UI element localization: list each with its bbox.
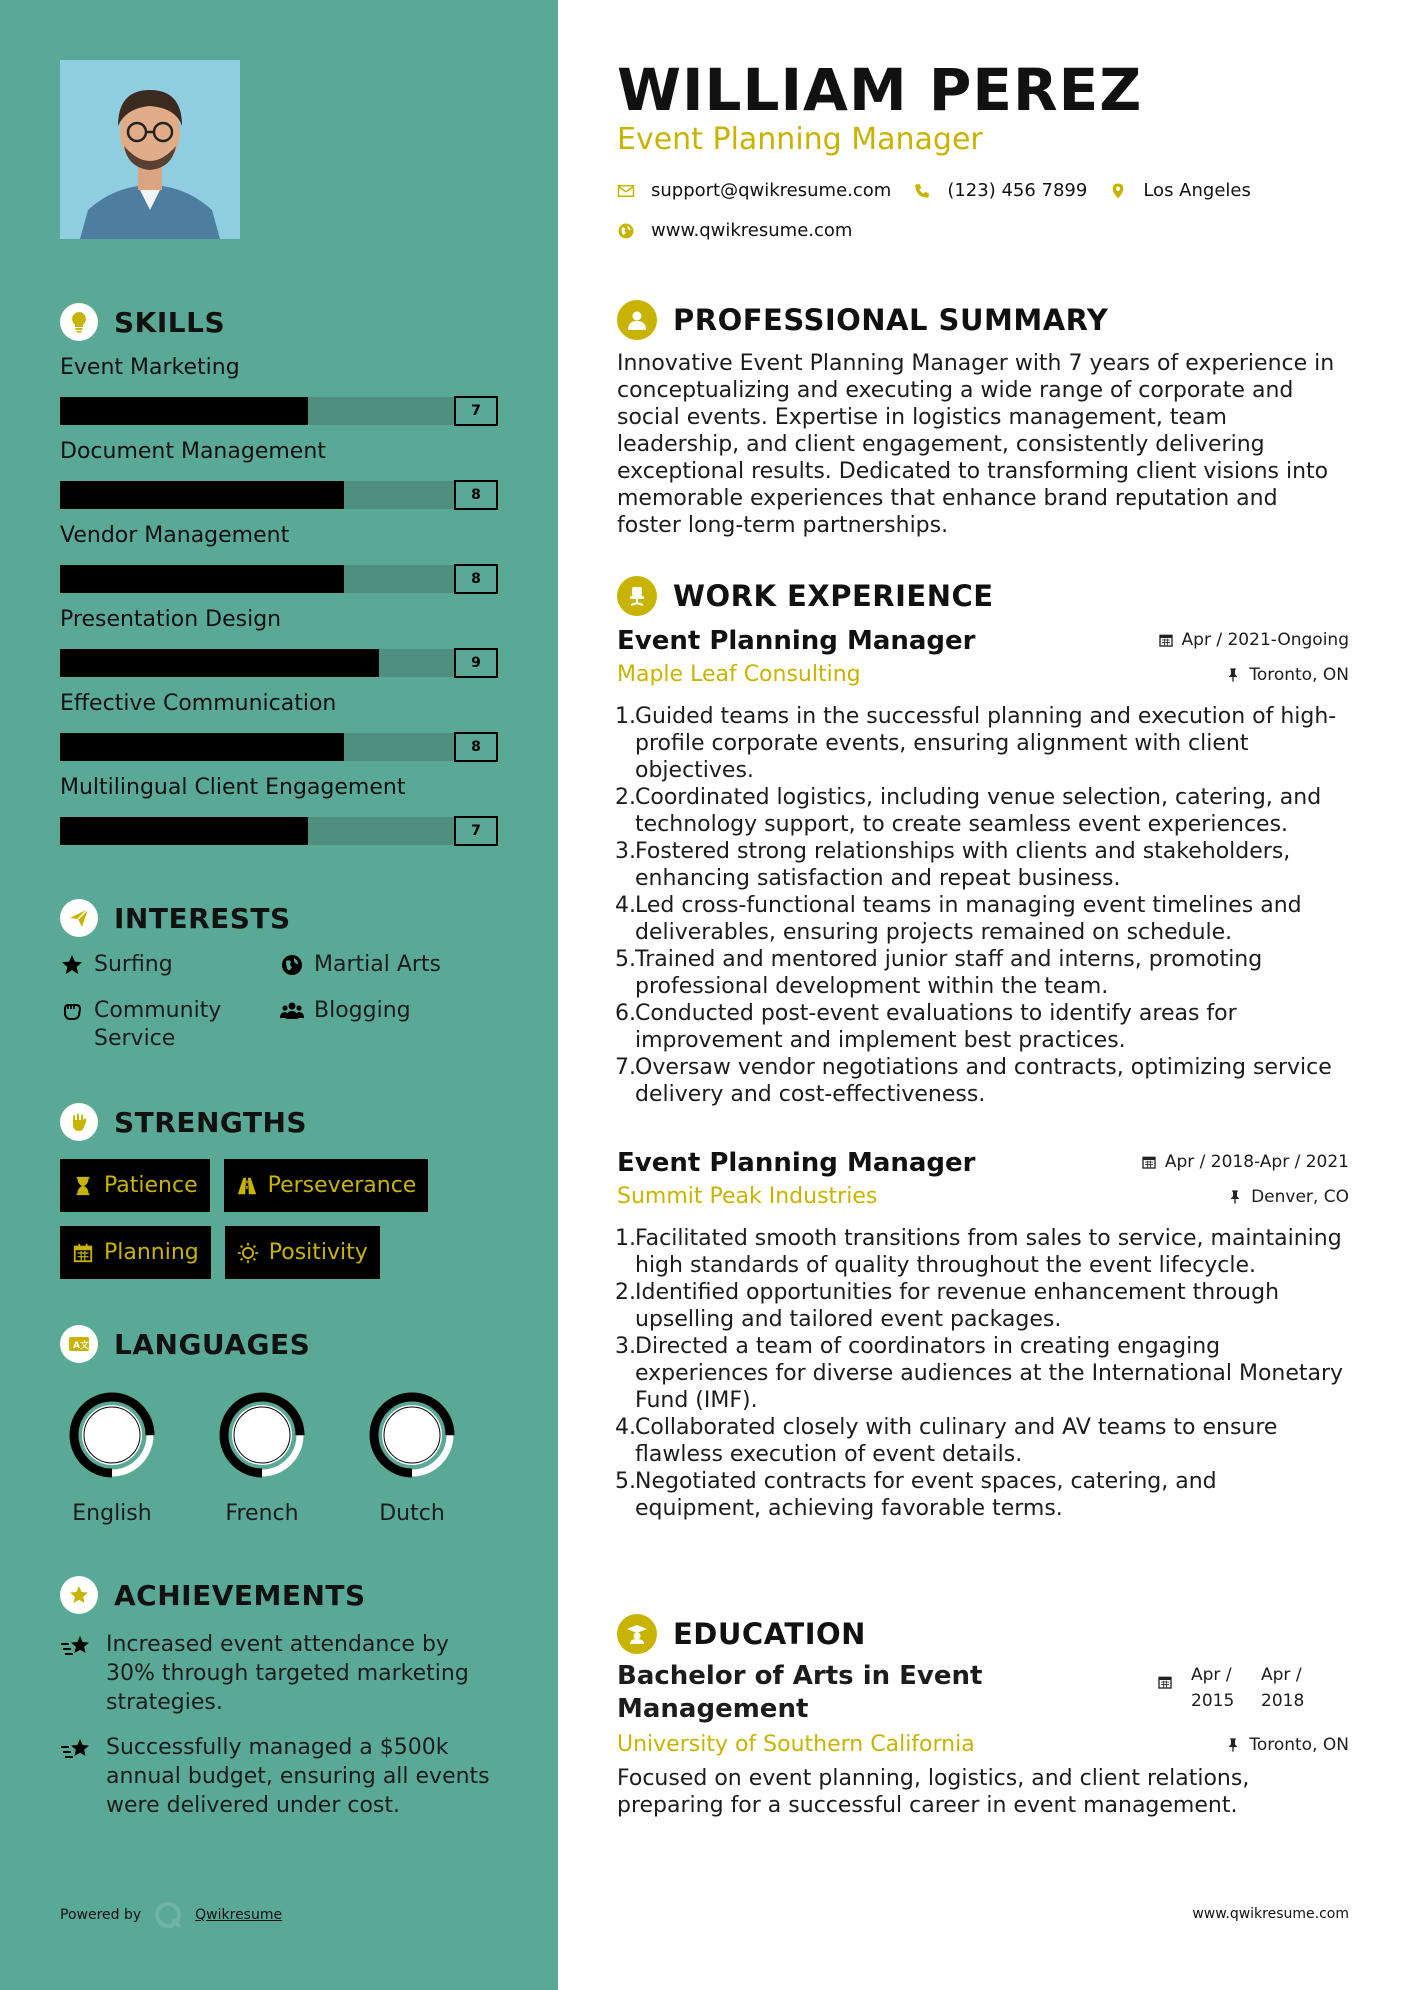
- skill-level: 9: [454, 648, 498, 678]
- duty-item: Facilitated smooth transitions from sales to service, maintaining high standards of quality throughout the event lifecycle.: [635, 1226, 1342, 1278]
- strength-label: Patience: [104, 1173, 198, 1198]
- skill-fill: [60, 565, 344, 593]
- candidate-name: WILLIAM PEREZ: [617, 56, 1143, 124]
- skill-level: 7: [454, 396, 498, 426]
- language-ring: [366, 1389, 458, 1481]
- languages-heading: LANGUAGES: [114, 1327, 311, 1361]
- education-header: [617, 1614, 866, 1654]
- duty-item: Identified opportunities for revenue enhancement through upselling and tailored event packages.: [635, 1280, 1280, 1332]
- calendar-icon: [1158, 632, 1174, 648]
- duty-item: Trained and mentored junior staff and interns, promoting professional development within the team.: [635, 947, 1263, 999]
- language-name: Dutch: [379, 1501, 445, 1526]
- interest-item: [60, 997, 280, 1053]
- duty-item: Negotiated contracts for event spaces, catering, and equipment, achieving favorable terms.: [635, 1469, 1217, 1521]
- duty-item: Fostered strong relationships with clients and stakeholders, enhancing satisfaction and repeat business.: [635, 839, 1291, 891]
- contact-row: [617, 180, 1273, 201]
- website-contact[interactable]: [617, 220, 852, 241]
- globe-icon: [280, 953, 304, 977]
- company-name: Summit Peak Industries: [617, 1184, 878, 1209]
- skill-name: Document Management: [60, 439, 326, 464]
- skills-section: [60, 303, 498, 845]
- skill-item: [60, 775, 498, 845]
- experience-header: [617, 576, 994, 616]
- job-entry: [617, 1148, 1349, 1522]
- interests-section: [60, 899, 498, 1053]
- duty-item: Oversaw vendor negotiations and contracts, optimizing service delivery and cost-effectiveness.: [635, 1055, 1332, 1107]
- education-heading: EDUCATION: [673, 1617, 866, 1651]
- summary-header: [617, 300, 1108, 340]
- skill-level: 8: [454, 564, 498, 594]
- skill-level: 7: [454, 816, 498, 846]
- location-contact: [1109, 180, 1251, 201]
- job-location: [1227, 1187, 1349, 1207]
- skill-bar: [60, 733, 498, 761]
- skill-name: Event Marketing: [60, 355, 240, 380]
- language-name: English: [72, 1501, 152, 1526]
- achievement-item: [60, 1630, 498, 1717]
- duties-list: [617, 703, 1349, 1108]
- education-end: Apr / 2018: [1261, 1665, 1305, 1711]
- job-location-text: Toronto, ON: [1249, 664, 1349, 685]
- hourglass-icon: [72, 1175, 94, 1197]
- shooting-star-icon: [60, 1632, 94, 1662]
- interest-label: Community Service: [94, 998, 222, 1051]
- skill-item: [60, 355, 498, 425]
- strength-label: Planning: [104, 1240, 199, 1265]
- education-location-text: Toronto, ON: [1249, 1734, 1349, 1755]
- job-location-text: Denver, CO: [1251, 1186, 1349, 1207]
- language-item: [366, 1389, 458, 1526]
- achievements-heading: ACHIEVEMENTS: [114, 1578, 366, 1612]
- strengths-section: [60, 1103, 498, 1279]
- language-item: [216, 1389, 308, 1526]
- strength-badge: [60, 1226, 211, 1279]
- star-icon: [60, 953, 84, 977]
- duty-item: Directed a team of coordinators in creating engaging experiences for diverse audiences at the International Monetary Fund (IMF).: [635, 1334, 1344, 1413]
- interest-label: Martial Arts: [314, 952, 442, 977]
- website-row: [617, 220, 874, 241]
- strength-badge: [224, 1159, 429, 1212]
- shooting-star-icon: [60, 1735, 94, 1765]
- interest-label: Blogging: [314, 998, 411, 1023]
- candidate-title: Event Planning Manager: [617, 122, 983, 157]
- job-entry: [617, 626, 1349, 1108]
- interest-item: [60, 951, 280, 979]
- skill-fill: [60, 397, 308, 425]
- summary-text: Innovative Event Planning Manager with 7 years of experience in conceptualizing and executing a wide range of corporate and social events. Expertise in logistics management, team leadership, and client engagement, consistently delivering exceptional results. Dedicated to transforming client visions into memorable experiences that enhance brand reputation and foster long-term partnerships.: [617, 351, 1335, 538]
- pushpin-icon: [1225, 667, 1241, 683]
- duty-item: Led cross-functional teams in managing event timelines and deliverables, ensuring projects remained on schedule.: [635, 893, 1302, 945]
- company-name: Maple Leaf Consulting: [617, 662, 861, 687]
- sun-icon: [237, 1242, 259, 1264]
- users-icon: [280, 999, 304, 1023]
- skill-bar: [60, 481, 498, 509]
- powered-by-label: Powered by: [60, 1907, 142, 1923]
- envelope-icon: [617, 182, 635, 200]
- education-location: [1225, 1735, 1349, 1755]
- fist-icon: [60, 1103, 98, 1141]
- svg-text:A: A: [73, 1341, 80, 1351]
- trophy-star-icon: [60, 1576, 98, 1614]
- job-dates-text: Apr / 2021-Ongoing: [1181, 630, 1349, 650]
- skill-bar: [60, 649, 498, 677]
- job-dates-text: Apr / 2018-Apr / 2021: [1164, 1152, 1349, 1172]
- strength-label: Positivity: [268, 1240, 368, 1265]
- strengths-heading: STRENGTHS: [114, 1105, 308, 1139]
- pushpin-icon: [1227, 1189, 1243, 1205]
- skill-fill: [60, 649, 379, 677]
- skill-item: [60, 607, 498, 677]
- achievements-section: [60, 1576, 498, 1820]
- qwikresume-logo-icon: [153, 1900, 183, 1930]
- skill-fill: [60, 817, 308, 845]
- skill-name: Effective Communication: [60, 691, 337, 716]
- office-chair-icon: [617, 576, 657, 616]
- duties-list: [617, 1225, 1349, 1522]
- footer-url[interactable]: www.qwikresume.com: [1192, 1906, 1349, 1922]
- sidebar: [0, 0, 558, 1990]
- location-text: Los Angeles: [1143, 180, 1251, 201]
- achievement-text: Successfully managed a $500k annual budget, ensuring all events were delivered under cost.: [106, 1735, 490, 1818]
- pushpin-icon: [1225, 1737, 1241, 1753]
- job-dates: [1141, 1152, 1349, 1172]
- education-dates: [1157, 1662, 1313, 1726]
- calendar-icon: [1157, 1674, 1173, 1690]
- phone-text: (123) 456 7899: [947, 180, 1088, 201]
- skill-item: [60, 523, 498, 593]
- calendar-icon: [72, 1242, 94, 1264]
- language-item: [66, 1389, 158, 1526]
- duty-item: Coordinated logistics, including venue selection, catering, and technology support, to create seamless event experiences.: [635, 785, 1322, 837]
- skill-item: [60, 691, 498, 761]
- phone-contact[interactable]: [913, 180, 1087, 201]
- skill-level: 8: [454, 732, 498, 762]
- skill-bar: [60, 397, 498, 425]
- graduate-icon: [617, 1614, 657, 1654]
- degree-title: Bachelor of Arts in Event Management: [617, 1661, 983, 1724]
- interest-item: [280, 951, 498, 979]
- hand-icon: [60, 999, 84, 1023]
- language-ring: [66, 1389, 158, 1481]
- profile-photo: [60, 60, 240, 239]
- powered-by: [60, 1900, 282, 1930]
- skill-bar: [60, 817, 498, 845]
- job-role: Event Planning Manager: [617, 1148, 976, 1178]
- skills-heading: SKILLS: [114, 305, 226, 339]
- globe-icon: [617, 222, 635, 240]
- interests-heading: INTERESTS: [114, 901, 291, 935]
- skill-bar: [60, 565, 498, 593]
- duty-item: Guided teams in the successful planning and execution of high-profile corporate events, ensuring alignment with client objectives.: [635, 704, 1337, 783]
- school-name: University of Southern California: [617, 1732, 975, 1757]
- skill-name: Multilingual Client Engagement: [60, 775, 406, 800]
- phone-icon: [913, 182, 931, 200]
- achievement-item: [60, 1733, 498, 1820]
- education-description: Focused on event planning, logistics, and client relations, preparing for a successful career in event management.: [617, 1766, 1250, 1818]
- experience-heading: WORK EXPERIENCE: [673, 579, 994, 613]
- strength-badge: [225, 1226, 380, 1279]
- website-text: www.qwikresume.com: [651, 220, 853, 241]
- skill-level: 8: [454, 480, 498, 510]
- email-text: support@qwikresume.com: [651, 180, 892, 201]
- calendar-icon: [1141, 1154, 1157, 1170]
- svg-text:文: 文: [80, 1341, 90, 1351]
- job-role: Event Planning Manager: [617, 626, 976, 656]
- language-name: French: [225, 1501, 299, 1526]
- strength-badge: [60, 1159, 210, 1212]
- education-start: Apr / 2015: [1191, 1665, 1235, 1711]
- language-ring: [216, 1389, 308, 1481]
- user-icon: [617, 300, 657, 340]
- achievement-text: Increased event attendance by 30% through targeted marketing strategies.: [106, 1632, 469, 1715]
- skill-fill: [60, 733, 344, 761]
- summary-heading: PROFESSIONAL SUMMARY: [673, 303, 1109, 337]
- translate-icon: [60, 1325, 98, 1363]
- skill-name: Vendor Management: [60, 523, 290, 548]
- paper-plane-icon: [60, 899, 98, 937]
- interest-label: Surfing: [94, 952, 173, 977]
- education-entry: [617, 1660, 1349, 1819]
- duty-item: Conducted post-event evaluations to identify areas for improvement and implement best practices.: [635, 1001, 1237, 1053]
- skill-fill: [60, 481, 344, 509]
- skill-name: Presentation Design: [60, 607, 282, 632]
- lightbulb-icon: [60, 303, 98, 341]
- interest-item: [280, 997, 498, 1053]
- languages-section: [60, 1325, 498, 1526]
- job-dates: [1158, 630, 1349, 650]
- road-icon: [236, 1175, 258, 1197]
- qwikresume-link[interactable]: Qwikresume: [195, 1907, 283, 1923]
- strength-label: Perseverance: [267, 1173, 417, 1198]
- job-location: [1225, 665, 1349, 685]
- skill-item: [60, 439, 498, 509]
- map-pin-icon: [1109, 182, 1127, 200]
- duty-item: Collaborated closely with culinary and AV teams to ensure flawless execution of event details.: [635, 1415, 1278, 1467]
- email-contact[interactable]: [617, 180, 891, 201]
